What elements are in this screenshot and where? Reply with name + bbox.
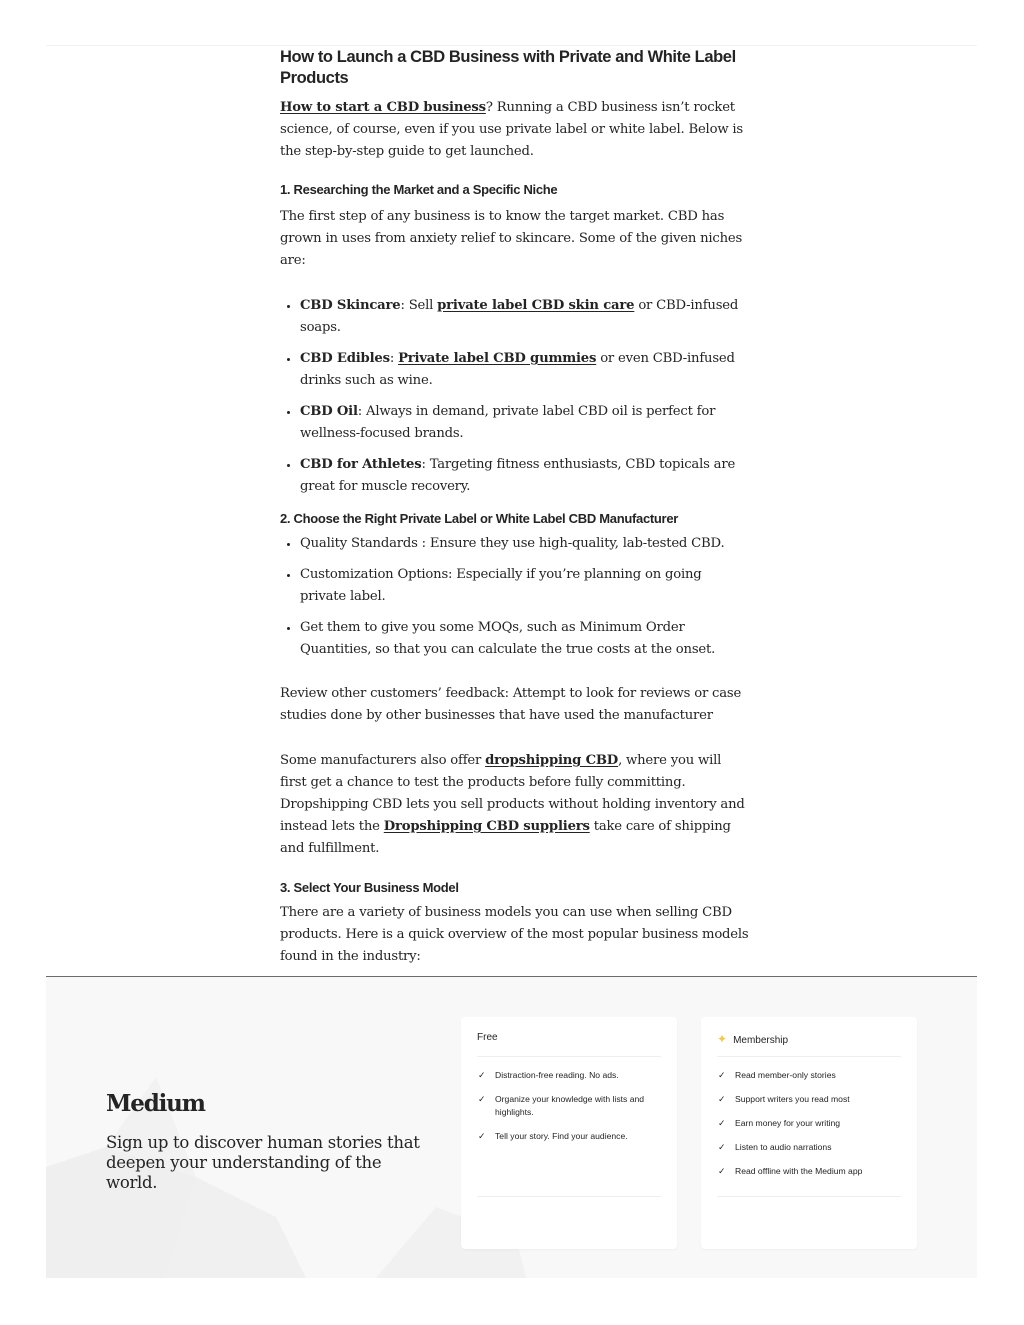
feature-item <box>717 1141 901 1154</box>
feature-text: Tell your story. Find your audience. <box>495 1131 628 1141</box>
item-text: or CBD-infused soaps. <box>300 298 739 335</box>
article-body <box>280 46 750 1044</box>
dropship-text: , where you will first get a chance to test the products before fully committing. Dropshipping CBD lets you sell products without holding inventory and instead lets the <box>280 753 745 834</box>
feature-text: Support writers you read most <box>735 1094 850 1104</box>
check-icon: ✓ <box>478 1070 486 1080</box>
list-item <box>300 348 750 392</box>
feature-text: Listen to audio narrations <box>735 1142 832 1152</box>
card-divider <box>477 1196 661 1197</box>
section1-heading: 1. Researching the Market and a Specific Niche <box>280 182 558 197</box>
item-text: : Sell <box>400 298 438 313</box>
free-plan-title: Free <box>477 1032 661 1057</box>
membership-plan-header <box>717 1032 901 1057</box>
niche-list <box>280 295 750 498</box>
section3-paragraph: There are a variety of business models you can use when selling CBD products. Here is a quick overview of the most popular business models found in the industry: <box>280 905 749 964</box>
dropship-text: take care of shipping and fulfillment. <box>280 819 731 856</box>
sparkle-icon: ✦ <box>717 1032 728 1046</box>
item-bold: CBD for Athletes <box>300 457 422 472</box>
link-dropshipping-cbd[interactable]: dropshipping CBD <box>485 753 619 768</box>
feature-item <box>717 1117 901 1130</box>
intro-paragraph <box>280 97 750 163</box>
free-plan-card[interactable] <box>461 1017 677 1249</box>
check-icon: ✓ <box>718 1118 726 1128</box>
list-item <box>300 401 750 445</box>
item-text: or even CBD-infused drinks such as wine. <box>300 351 735 388</box>
section3-heading: 3. Select Your Business Model <box>280 880 459 895</box>
feature-text: Organize your knowledge with lists and highlights. <box>495 1094 645 1117</box>
item-bold: CBD Skincare <box>300 298 401 313</box>
manufacturer-list <box>280 533 750 661</box>
membership-feature-list <box>717 1069 901 1189</box>
feature-item <box>477 1130 661 1143</box>
feature-item <box>717 1069 901 1082</box>
link-how-to-start[interactable]: How to start a CBD business <box>280 100 486 115</box>
free-feature-list <box>477 1069 661 1154</box>
dropship-paragraph <box>280 750 750 860</box>
section2-heading: 2. Choose the Right Private Label or White Label CBD Manufacturer <box>280 511 679 526</box>
membership-plan-card[interactable] <box>701 1017 917 1249</box>
item-text: : Targeting fitness enthusiasts, CBD topicals are great for muscle recovery. <box>300 457 736 494</box>
check-icon: ✓ <box>478 1131 486 1141</box>
review-paragraph: Review other customers’ feedback: Attempt to look for reviews or case studies done by other businesses that have used the manufacturer <box>280 686 742 723</box>
check-icon: ✓ <box>478 1094 486 1104</box>
medium-logo[interactable]: Medium <box>106 1090 205 1117</box>
check-icon: ✓ <box>718 1094 726 1104</box>
item-bold: CBD Oil <box>300 404 358 419</box>
article-title: How to Launch a CBD Business with Private and White Label Products <box>280 48 736 87</box>
signup-tagline: Sign up to discover human stories that deepen your understanding of the world. <box>106 1133 420 1192</box>
link-skin-care[interactable]: private label CBD skin care <box>437 298 635 313</box>
list-item: • Quality Standards : Ensure they use high-quality, lab-tested CBD. <box>300 533 750 555</box>
dropship-text: Some manufacturers also offer <box>280 753 486 768</box>
feature-text: Distraction-free reading. No ads. <box>495 1070 619 1080</box>
signup-footer <box>46 976 977 1278</box>
list-item: • Get them to give you some MOQs, such as Minimum Order Quantities, so that you can calculate the true costs at the onset. <box>300 617 750 661</box>
list-item: • Customization Options: Especially if you’re planning on going private label. <box>300 564 750 608</box>
link-dropshipping-suppliers[interactable]: Dropshipping CBD suppliers <box>383 819 590 834</box>
feature-text: Read member-only stories <box>735 1070 836 1080</box>
check-icon: ✓ <box>718 1166 726 1176</box>
item-text: : Always in demand, private label CBD oil is perfect for wellness-focused brands. <box>300 404 716 441</box>
check-icon: ✓ <box>718 1142 726 1152</box>
feature-item <box>477 1093 661 1119</box>
section1-paragraph: The first step of any business is to know the target market. CBD has grown in uses from anxiety relief to skincare. Some of the given niches are: <box>280 209 743 268</box>
item-bold: CBD Edibles <box>300 351 390 366</box>
feature-item <box>717 1165 901 1178</box>
check-icon: ✓ <box>718 1070 726 1080</box>
feature-text: Read offline with the Medium app <box>735 1166 863 1176</box>
intro-text: ? Running a CBD business isn’t rocket science, of course, even if you use private label or white label. Below is the step-by-step guide to get launched. <box>280 100 743 159</box>
membership-plan-title: Membership <box>733 1035 789 1046</box>
link-gummies[interactable]: Private label CBD gummies <box>398 351 597 366</box>
card-divider <box>717 1196 901 1197</box>
feature-item <box>717 1093 901 1106</box>
list-item <box>300 454 750 498</box>
feature-item <box>477 1069 661 1082</box>
feature-text: Earn money for your writing <box>735 1118 841 1128</box>
item-text: : <box>389 351 399 366</box>
list-item <box>300 295 750 339</box>
